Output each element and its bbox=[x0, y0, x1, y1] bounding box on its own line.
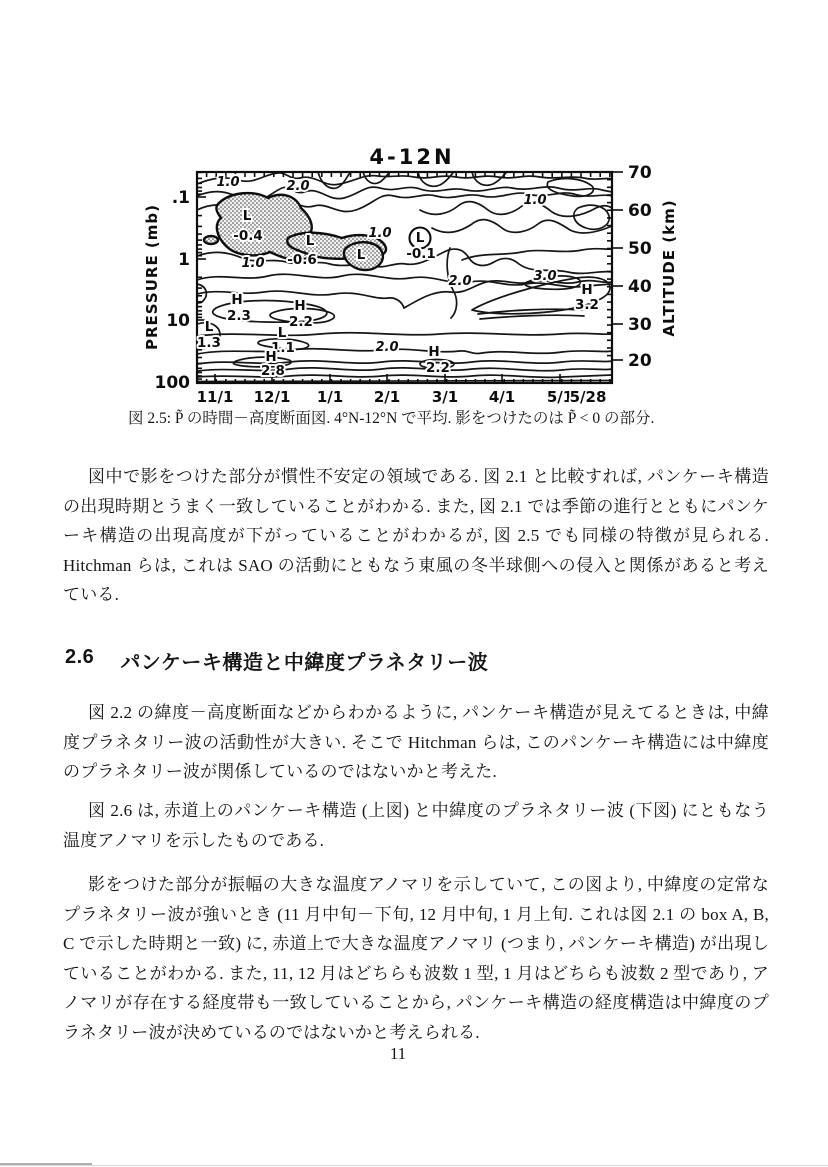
scan-artifact-line bbox=[0, 1165, 828, 1166]
page-number: 11 bbox=[389, 1044, 407, 1063]
contour-label: 3.0 bbox=[533, 269, 557, 284]
date-tick-label: 2/1 bbox=[373, 388, 401, 406]
contour-label: H bbox=[428, 344, 440, 360]
paragraph: 影をつけた部分が振幅の大きな温度アノマリを示していて, この図より, 中緯度の定常なプラネタリー波が強いとき (11 月中旬－下旬, 12 月中旬, 1 月上旬. これは図 2.1 の box A, B, C で示した時期と一致) に, 赤道上で大きな温度アノマリ (つまり, パンケーキ構造) が出現していることがわかる. また, 11, 12 月はどちらも波数 1 型, 1 月はどちらも波数 2 型であり, アノマリが存在する経度帯も一致していることから, パンケーキ構造の経度構造は中緯度のプラネタリー波が決めているのではないかと考えられる. bbox=[63, 875, 769, 1042]
contour-label: L bbox=[305, 233, 315, 249]
contour-label: 2.8 bbox=[261, 363, 285, 379]
section-number: 2.6 bbox=[65, 646, 95, 668]
contour-label: 2.0 bbox=[286, 179, 310, 194]
date-tick-label: 5/1 bbox=[546, 388, 574, 406]
date-tick-label: 5/28 bbox=[569, 388, 607, 406]
contour-label: -0.4 bbox=[233, 228, 263, 244]
section-heading bbox=[65, 646, 488, 675]
pressure-tick-label: 1 bbox=[178, 250, 190, 270]
date-tick-label: 4/1 bbox=[488, 388, 516, 406]
contour-label: 1.0 bbox=[368, 226, 392, 241]
contour-label: H bbox=[294, 298, 306, 314]
altitude-tick-label: 50 bbox=[628, 239, 652, 259]
contour-label: 2.3 bbox=[227, 308, 251, 324]
section-title: パンケーキ構造と中緯度プラネタリー波 bbox=[120, 652, 489, 674]
contour-label: L bbox=[242, 208, 252, 224]
pressure-tick-label: 10 bbox=[166, 311, 190, 331]
contour-label: 2.2 bbox=[289, 314, 313, 330]
paragraph: 図中で影をつけた部分が慣性不安定の領域である. 図 2.1 と比較すれば, パンケーキ構造の出現時期とうまく一致していることがわかる. また, 図 2.1 では季節の進行とともにパンケーキ構造の出現高度が下がっていることがわかるが, 図 2.5 でも同様の特徴が見られる. Hitchman らは, これは SAO の活動にともなう東風の冬半球側への侵入と関係があると考えている. bbox=[63, 467, 770, 604]
contour-label: H bbox=[265, 349, 277, 365]
pressure-tick-label: 100 bbox=[154, 373, 190, 393]
contour-label: -0.1 bbox=[406, 246, 436, 262]
date-tick-label: 3/1 bbox=[431, 388, 459, 406]
contour-label: 2.0 bbox=[448, 274, 472, 289]
contour-label: 3.2 bbox=[575, 297, 599, 313]
contour-label: 1.0 bbox=[241, 256, 265, 271]
figure-title: 4-12N bbox=[369, 145, 455, 169]
contour-label: L bbox=[415, 230, 425, 246]
date-tick-label: 1/1 bbox=[316, 388, 344, 406]
altitude-tick-label: 70 bbox=[628, 163, 652, 183]
contour-label: 1.0 bbox=[523, 193, 547, 208]
figure-2-5 bbox=[120, 138, 705, 408]
altitude-tick-label: 40 bbox=[628, 277, 652, 297]
contour-label: H bbox=[231, 292, 243, 308]
contour-label: 2.0 bbox=[375, 340, 399, 355]
paragraph: 図 2.6 は, 赤道上のパンケーキ構造 (上図) と中緯度のプラネタリー波 (下図) にともなう温度アノマリを示したものである. bbox=[63, 801, 769, 850]
contour-label: 1.0 bbox=[216, 175, 240, 190]
contour-label: 1.3 bbox=[197, 335, 221, 351]
contour-label: 2.2 bbox=[426, 360, 450, 376]
contour-label: L bbox=[356, 247, 366, 263]
date-tick-label: 12/1 bbox=[253, 388, 291, 406]
altitude-axis-label: ALTITUDE (km) bbox=[660, 199, 678, 337]
altitude-tick-label: 60 bbox=[628, 201, 652, 221]
contour-label: H bbox=[581, 282, 593, 298]
contour-label: 1.1 bbox=[271, 340, 295, 356]
altitude-tick-label: 20 bbox=[628, 351, 652, 371]
date-tick-label: 11/1 bbox=[196, 388, 234, 406]
contour-label: L bbox=[204, 319, 214, 335]
pressure-axis-label: PRESSURE (mb) bbox=[143, 203, 161, 351]
contour-label: -0.6 bbox=[287, 252, 317, 268]
contour-label: L bbox=[277, 325, 287, 341]
pressure-tick-label: .1 bbox=[171, 188, 190, 208]
figure-caption: 図 2.5: P̃ の時間－高度断面図. 4°N-12°N で平均. 影をつけたのは P̃ < 0 の部分. bbox=[128, 410, 655, 427]
paragraph: 図 2.2 の緯度－高度断面などからわかるように, パンケーキ構造が見えてるときは, 中緯度プラネタリー波の活動性が大きい. そこで Hitchman らは, このパンケーキ構造には中緯度のプラネタリー波が関係しているのではないかと考えた. bbox=[63, 703, 769, 781]
scan-artifact-mark bbox=[0, 1163, 92, 1165]
contour-plot bbox=[120, 138, 705, 408]
altitude-tick-label: 30 bbox=[628, 315, 652, 335]
